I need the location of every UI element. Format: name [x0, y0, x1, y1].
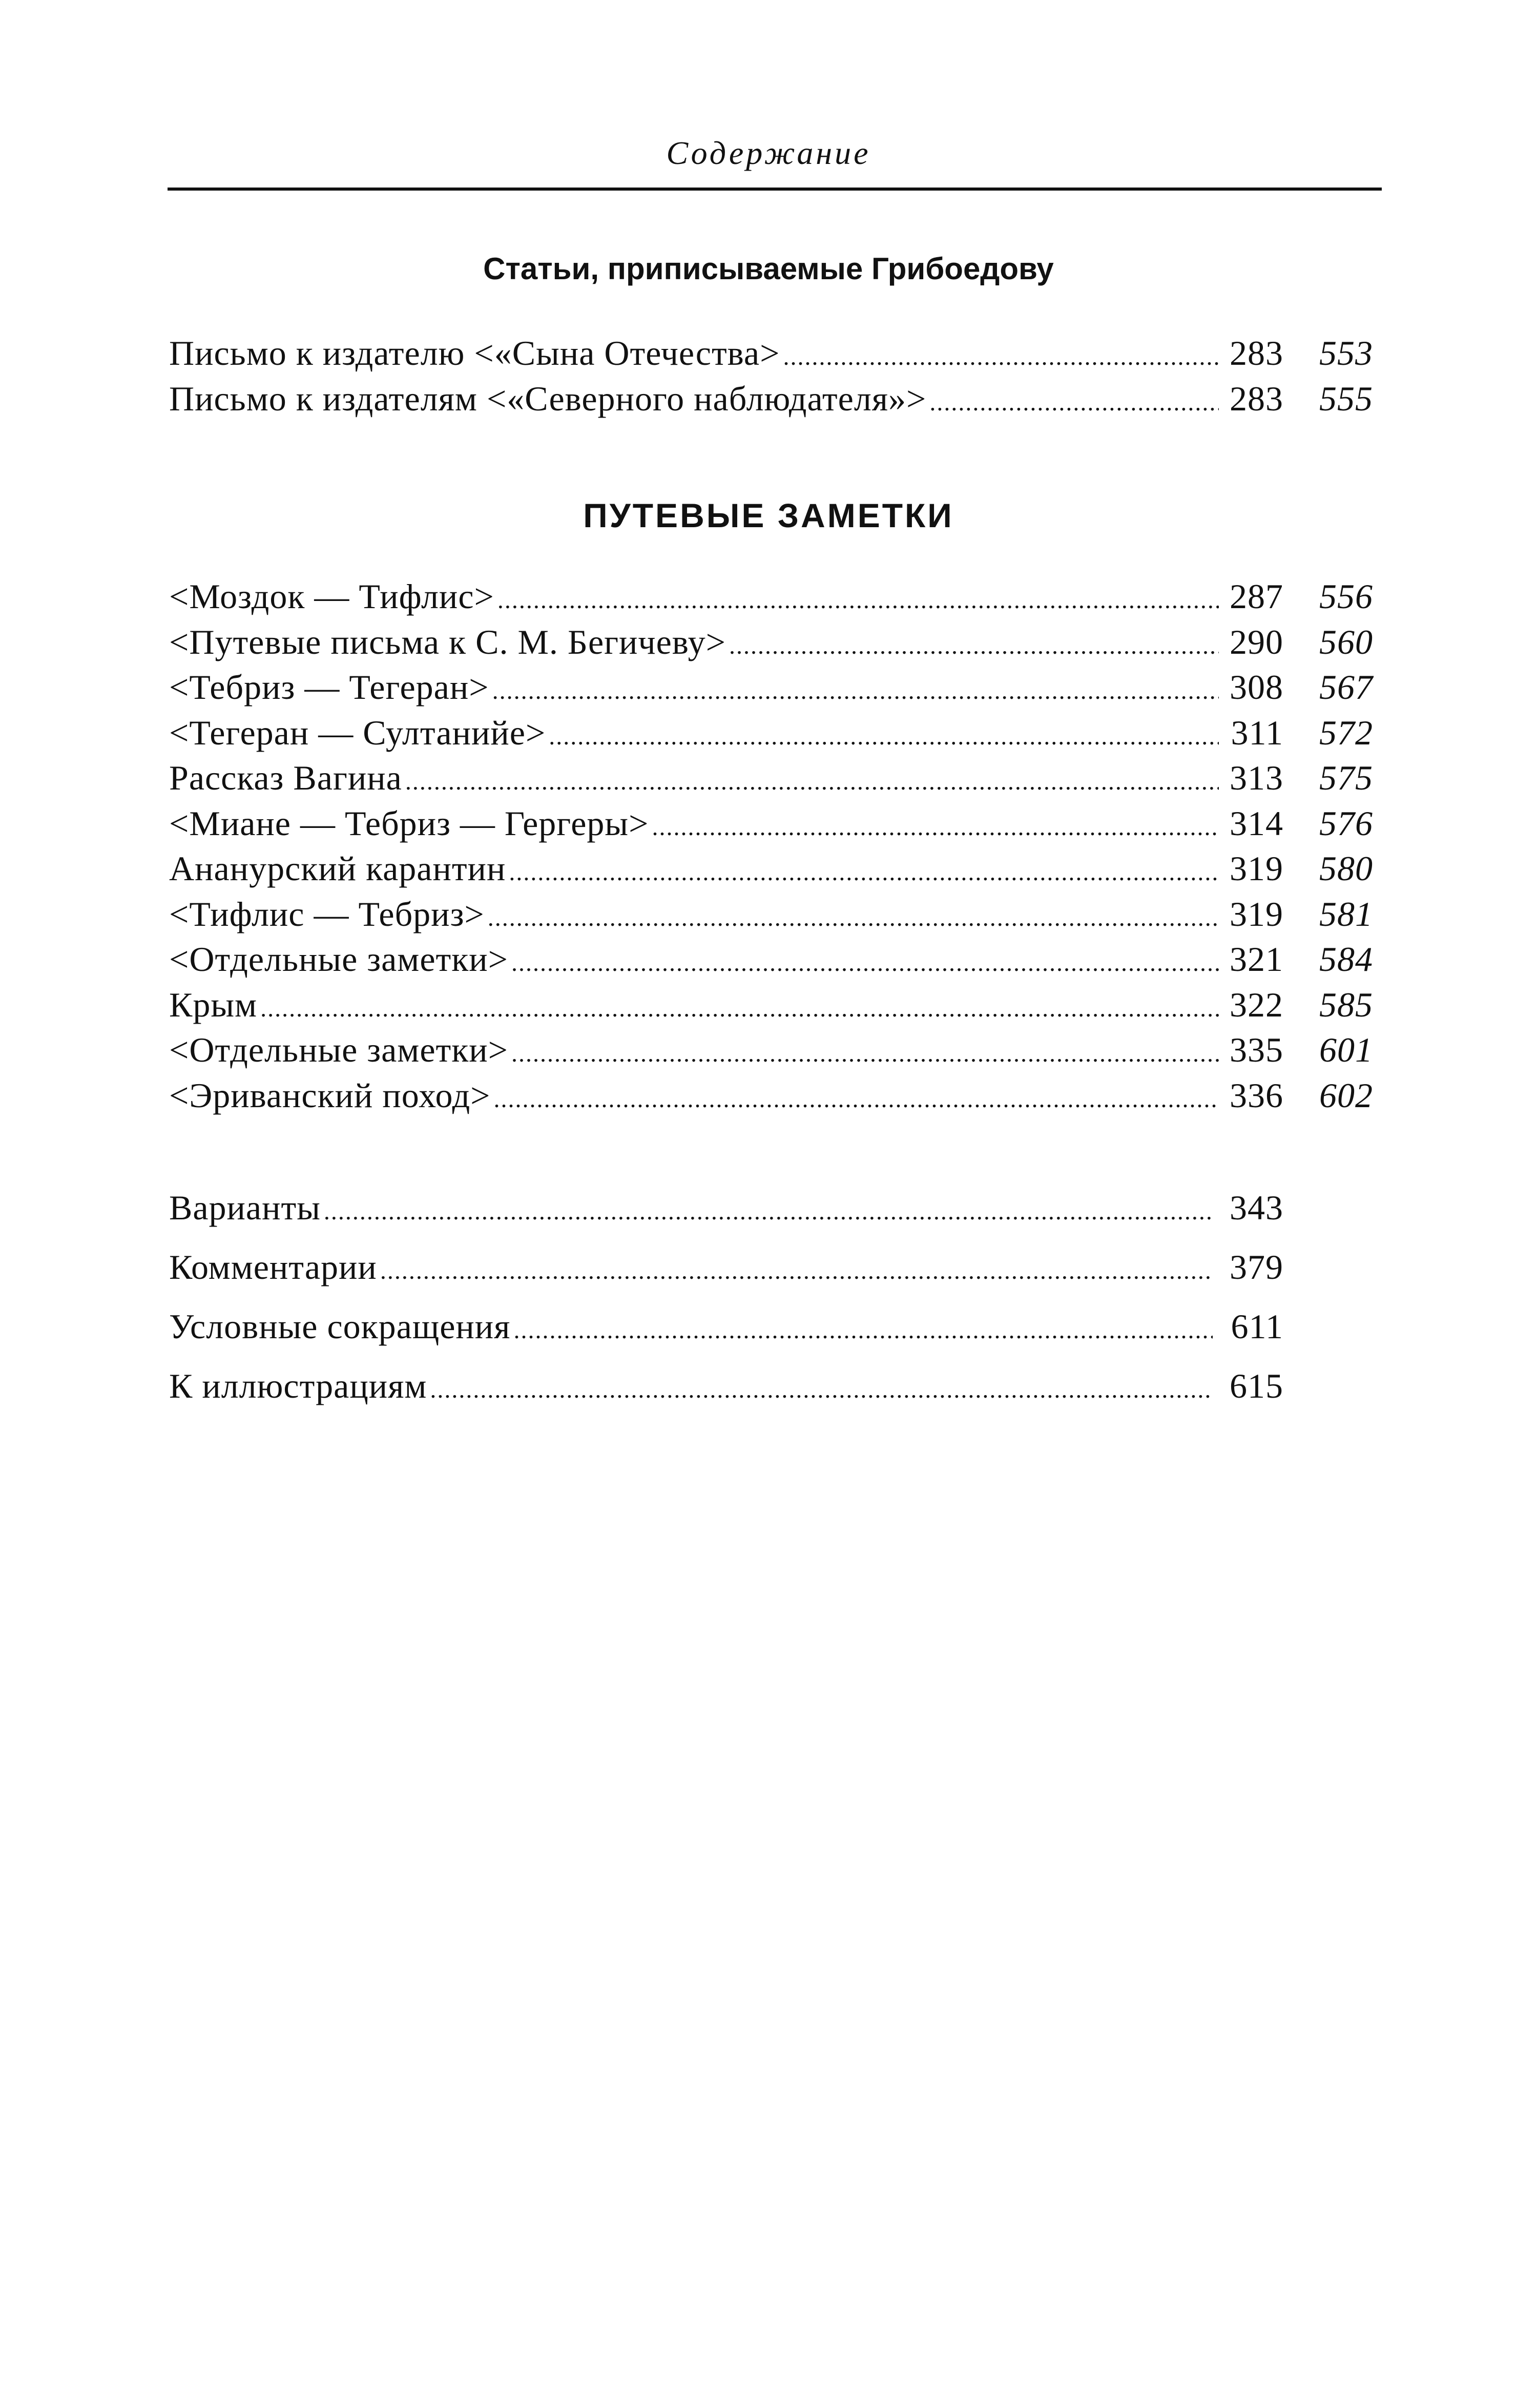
toc-entry: [169, 1247, 1373, 1306]
toc-entry: [169, 1188, 1373, 1247]
dot-leader: [488, 904, 1219, 932]
entry-page: 322: [1230, 985, 1283, 1024]
entry-comment-page: 581: [1319, 894, 1373, 933]
entry-comment-page: 567: [1319, 668, 1373, 707]
entry-page: 313: [1230, 758, 1283, 797]
entry-page: 311: [1231, 713, 1283, 752]
dot-leader: [549, 722, 1219, 751]
toc-entry: [169, 985, 1373, 1030]
toc-entry: [169, 1306, 1373, 1366]
entry-comment-page: 580: [1319, 849, 1373, 888]
entry-title: Письмо к издателям <«Северного наблюдателя»>: [169, 379, 927, 418]
entry-page: 319: [1230, 849, 1283, 888]
entry-comment-page: 602: [1319, 1075, 1373, 1115]
running-head: Содержание: [666, 135, 871, 171]
dot-leader: [497, 586, 1219, 614]
entry-title: Условные сокращения: [169, 1307, 511, 1346]
entry-title: Варианты: [169, 1188, 321, 1227]
entry-page: 379: [1230, 1248, 1283, 1286]
dot-leader: [430, 1376, 1213, 1404]
entry-page: 308: [1230, 668, 1283, 707]
entry-title: <Отдельные заметки>: [169, 1030, 509, 1069]
toc-entry: [169, 622, 1373, 668]
dot-leader: [513, 1316, 1213, 1344]
toc-entry: [169, 1030, 1373, 1075]
entry-comment-page: 555: [1319, 379, 1373, 418]
dot-leader: [260, 994, 1219, 1023]
entry-page: 615: [1230, 1366, 1283, 1405]
dot-leader: [494, 1085, 1219, 1113]
entry-title: Крым: [169, 985, 258, 1024]
entry-page: 290: [1230, 622, 1283, 661]
entry-page: 283: [1230, 379, 1283, 418]
toc-entry: [169, 939, 1373, 985]
toc-entry: [169, 576, 1373, 622]
entry-title: <Моздок — Тифлис>: [169, 577, 494, 616]
dot-leader: [509, 858, 1219, 886]
entry-title: <Тифлис — Тебриз>: [169, 894, 485, 933]
toc-entry: [169, 379, 1373, 424]
entry-page: 319: [1230, 894, 1283, 933]
entry-title: К иллюстрациям: [169, 1366, 427, 1405]
entry-page: 343: [1230, 1188, 1283, 1227]
dot-leader: [324, 1197, 1213, 1226]
toc-entry: [169, 894, 1373, 940]
entry-title: <Путевые письма к С. М. Бегичеву>: [169, 622, 726, 661]
dot-leader: [511, 949, 1219, 977]
entry-page: 287: [1230, 577, 1283, 616]
entry-title: Комментарии: [169, 1248, 377, 1286]
dot-leader: [511, 1040, 1219, 1068]
entry-comment-page: 584: [1319, 940, 1373, 979]
toc-entry: [169, 848, 1373, 894]
dot-leader: [652, 813, 1219, 841]
dot-leader: [783, 343, 1219, 371]
entry-page: 335: [1230, 1030, 1283, 1069]
entry-comment-page: 576: [1319, 803, 1373, 843]
entry-comment-page: 601: [1319, 1030, 1373, 1069]
entry-comment-page: 560: [1319, 622, 1373, 661]
entry-title: <Эриванский поход>: [169, 1075, 491, 1115]
toc-entry: [169, 803, 1373, 849]
entry-page: 336: [1230, 1075, 1283, 1115]
entry-title: <Миане — Тебриз — Гергеры>: [169, 803, 649, 843]
entry-page: 321: [1230, 940, 1283, 979]
entry-title: Рассказ Вагина: [169, 758, 402, 797]
toc-list-appendix: [169, 1188, 1373, 1425]
section-title-articles: Статьи, приписываемые Грибоедову: [483, 252, 1054, 286]
dot-leader: [405, 767, 1219, 796]
toc-entry: [169, 1075, 1373, 1121]
toc-entry: [169, 667, 1373, 713]
toc-list-travel-notes: [169, 576, 1373, 1120]
dot-leader: [929, 388, 1219, 417]
entry-page: 611: [1231, 1307, 1283, 1346]
section-title-travel-notes: ПУТЕВЫЕ ЗАМЕТКИ: [583, 496, 954, 534]
entry-comment-page: 556: [1319, 577, 1373, 616]
entry-title: Письмо к издателю <«Сына Отечества>: [169, 334, 780, 372]
entry-page: 314: [1230, 803, 1283, 843]
dot-leader: [492, 677, 1219, 705]
entry-title: <Отдельные заметки>: [169, 940, 509, 979]
toc-entry: [169, 1366, 1373, 1425]
toc-list-articles: [169, 333, 1373, 424]
toc-entry: [169, 713, 1373, 758]
header-rule: [168, 188, 1382, 191]
entry-comment-page: 585: [1319, 985, 1373, 1024]
toc-entry: [169, 333, 1373, 379]
entry-comment-page: 553: [1319, 334, 1373, 372]
dot-leader: [729, 632, 1219, 660]
entry-comment-page: 572: [1319, 713, 1373, 752]
entry-title: <Тегеран — Султанийе>: [169, 713, 546, 752]
toc-entry: [169, 758, 1373, 803]
entry-comment-page: 575: [1319, 758, 1373, 797]
entry-title: <Тебриз — Тегеран>: [169, 668, 489, 707]
entry-title: Ананурский карантин: [169, 849, 506, 888]
entry-page: 283: [1230, 334, 1283, 372]
dot-leader: [380, 1257, 1213, 1285]
